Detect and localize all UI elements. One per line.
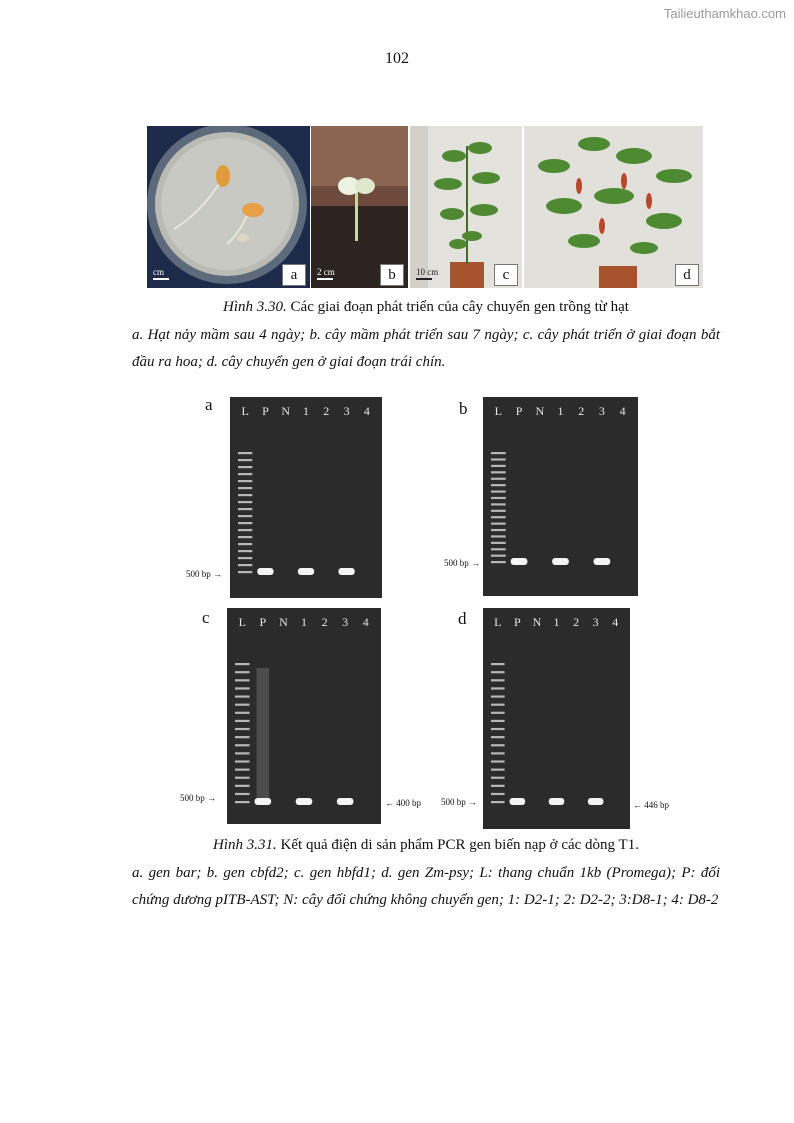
figure-3-31-caption-title [132, 832, 720, 859]
ladder-rung [491, 458, 506, 460]
ladder-rung [238, 550, 252, 552]
lane-label-N: N [532, 615, 542, 629]
lane-label-1: 1 [303, 404, 309, 418]
marker-right-c: ← 400 bp [385, 798, 421, 808]
gel-svg [483, 608, 630, 829]
ladder-rung [238, 466, 252, 468]
gel-label-d: d [458, 609, 467, 628]
gel-image-c [227, 608, 381, 824]
page-number: 102 [385, 50, 409, 67]
lane-label-L: L [494, 615, 502, 629]
ladder-rung [491, 465, 506, 467]
lane-label-1: 1 [557, 404, 564, 418]
figure-3-31-description: a. gen bar; b. gen cbfd2; c. gen hbfd1; d. gen Zm-psy; L: thang chuẩn 1kb (Promega); P: đối chứng dương pITB-AST; N: cây đối chứng không chuyển gen; 1: D2-1; 2: D2-2; 3:D8-1; 4: D8-2 [132, 865, 720, 908]
ladder-rung [235, 736, 250, 738]
ladder-rung [491, 478, 506, 480]
marker-left-b: 500 bp → [444, 558, 480, 568]
lane-label-2: 2 [573, 615, 580, 629]
ladder-rung [491, 704, 505, 706]
ladder-rung [491, 744, 505, 746]
pcr-band-lane-1 [298, 568, 314, 575]
gel-image-d [483, 608, 630, 829]
photo-panel-a [147, 126, 310, 288]
lane-label-P: P [515, 404, 523, 418]
ladder-rung [491, 801, 505, 803]
figure-3-31-label: Hình 3.31. [213, 837, 277, 853]
lane-label-N: N [281, 404, 291, 418]
ladder-rung [235, 801, 250, 803]
ladder-rung [238, 571, 252, 573]
ladder-rung [235, 687, 250, 689]
figure-3-30-photos [147, 126, 703, 288]
lane-label-3: 3 [343, 404, 350, 418]
pcr-band-lane-P [257, 568, 273, 575]
figure-3-30-caption-title [132, 294, 720, 321]
figure-3-31-title: Kết quả điện di sản phẩm PCR gen biến nạp ở các dòng T1. [276, 837, 639, 853]
ladder-rung [491, 671, 505, 673]
pcr-band-lane-3 [337, 798, 354, 805]
ladder-rung [491, 555, 506, 557]
ladder-rung [491, 452, 506, 454]
marker-right-d: ← 446 bp [633, 800, 669, 810]
ladder-rung [491, 523, 506, 525]
ladder-rung [235, 695, 250, 697]
lane-label-3: 3 [592, 615, 599, 629]
ladder-rung [491, 510, 506, 512]
lane-label-N: N [535, 404, 545, 418]
lane-label-2: 2 [578, 404, 585, 418]
lane-label-L: L [494, 404, 503, 418]
gel-svg [230, 397, 382, 598]
ladder-rung [491, 712, 505, 714]
scale-bar-b: 2 cm [317, 267, 335, 280]
figure-3-30-description: a. Hạt nảy mầm sau 4 ngày; b. cây mầm phát triển sau 7 ngày; c. cây phát triển ở giai đoạn bắt đầu ra hoa; d. cây chuyển gen ở giai đoạn trái chín. [132, 327, 720, 370]
pcr-band-lane-1 [296, 798, 313, 805]
ladder-rung [235, 720, 250, 722]
ladder-rung [491, 720, 505, 722]
pcr-band-lane-3 [338, 568, 354, 575]
lane-label-P: P [259, 615, 267, 629]
ladder-rung [235, 793, 250, 795]
ladder-rung [238, 494, 252, 496]
ladder-rung [491, 736, 505, 738]
ladder-rung [238, 564, 252, 566]
ladder-rung [491, 497, 506, 499]
gel-image-a [230, 397, 382, 598]
lane-label-4: 4 [612, 615, 619, 629]
gel-label-a: a [205, 395, 213, 414]
ladder-rung [238, 473, 252, 475]
pcr-band-lane-3 [588, 798, 604, 805]
ladder-rung [238, 543, 252, 545]
ladder-rung [491, 529, 506, 531]
ladder-rung [235, 760, 250, 762]
ladder-rung [491, 535, 506, 537]
ladder-rung [491, 728, 505, 730]
panel-letter-c: c [494, 264, 518, 286]
ladder-rung [491, 752, 505, 754]
lane-label-P: P [514, 615, 521, 629]
panel-letter-b: b [380, 264, 404, 286]
ladder-rung [235, 728, 250, 730]
pcr-band-lane-P [255, 798, 272, 805]
ladder-rung [235, 744, 250, 746]
watermark: Tailieuthamkhao.com [663, 6, 786, 21]
ladder-rung [238, 480, 252, 482]
ladder-rung [238, 557, 252, 559]
lane-label-3: 3 [598, 404, 605, 418]
photo-panel-b [311, 126, 408, 288]
panel-letter-d: d [675, 264, 699, 286]
ladder-rung [491, 663, 505, 665]
ladder-rung [491, 561, 506, 563]
lane-label-4: 4 [619, 404, 626, 418]
ladder-rung [491, 490, 506, 492]
marker-left-d: 500 bp → [441, 797, 477, 807]
ladder-rung [238, 508, 252, 510]
ladder-rung [491, 793, 505, 795]
gel-image-b [483, 397, 638, 596]
ladder-rung [238, 536, 252, 538]
gel-label-c: c [202, 608, 210, 627]
ladder-rung [235, 777, 250, 779]
gel-label-b: b [459, 399, 468, 418]
pcr-band-lane-P [511, 558, 528, 565]
scale-bar-a: cm [153, 267, 169, 280]
ladder-rung [491, 777, 505, 779]
gel-svg [227, 608, 381, 824]
ladder-rung [238, 515, 252, 517]
pcr-band-lane-1 [552, 558, 569, 565]
gel-svg [483, 397, 638, 596]
ladder-rung [491, 769, 505, 771]
lane-label-2: 2 [323, 404, 330, 418]
marker-left-a: 500 bp → [186, 569, 222, 579]
ladder-rung [235, 679, 250, 681]
ladder-rung [235, 712, 250, 714]
ladder-rung [491, 484, 506, 486]
pcr-band-lane-1 [549, 798, 565, 805]
ladder-rung [235, 752, 250, 754]
lane-label-4: 4 [362, 615, 369, 629]
lane-smear [257, 668, 270, 801]
lane-label-4: 4 [363, 404, 370, 418]
pcr-band-lane-P [510, 798, 526, 805]
figure-3-30-label: Hình 3.30. [223, 299, 287, 315]
ladder-rung [238, 452, 252, 454]
ladder-rung [235, 704, 250, 706]
ladder-rung [491, 695, 505, 697]
ladder-rung [491, 687, 505, 689]
ladder-rung [491, 785, 505, 787]
ladder-rung [238, 459, 252, 461]
lane-label-L: L [238, 615, 246, 629]
lane-label-L: L [241, 404, 249, 418]
ladder-rung [491, 760, 505, 762]
scale-bar-c: 10 cm [416, 267, 438, 280]
photo-panel-c [410, 126, 522, 288]
ladder-rung [238, 522, 252, 524]
ladder-rung [491, 471, 506, 473]
ladder-rung [238, 501, 252, 503]
ladder-rung [491, 503, 506, 505]
marker-left-c: 500 bp → [180, 793, 216, 803]
ladder-rung [491, 679, 505, 681]
pcr-band-lane-3 [594, 558, 611, 565]
ladder-rung [491, 516, 506, 518]
ladder-rung [238, 529, 252, 531]
figure-3-30-title: Các giai đoạn phát triển của cây chuyển gen trồng từ hạt [286, 299, 629, 315]
ladder-rung [235, 769, 250, 771]
lane-label-N: N [279, 615, 288, 629]
lane-label-1: 1 [553, 615, 560, 629]
lane-label-1: 1 [301, 615, 307, 629]
ladder-rung [491, 548, 506, 550]
ladder-rung [235, 671, 250, 673]
ladder-rung [235, 785, 250, 787]
photo-panel-d [524, 126, 703, 288]
ladder-rung [238, 487, 252, 489]
panel-letter-a: a [282, 264, 306, 286]
ladder-rung [235, 663, 250, 665]
lane-label-P: P [262, 404, 269, 418]
ladder-rung [491, 542, 506, 544]
lane-label-3: 3 [342, 615, 349, 629]
lane-label-2: 2 [321, 615, 328, 629]
